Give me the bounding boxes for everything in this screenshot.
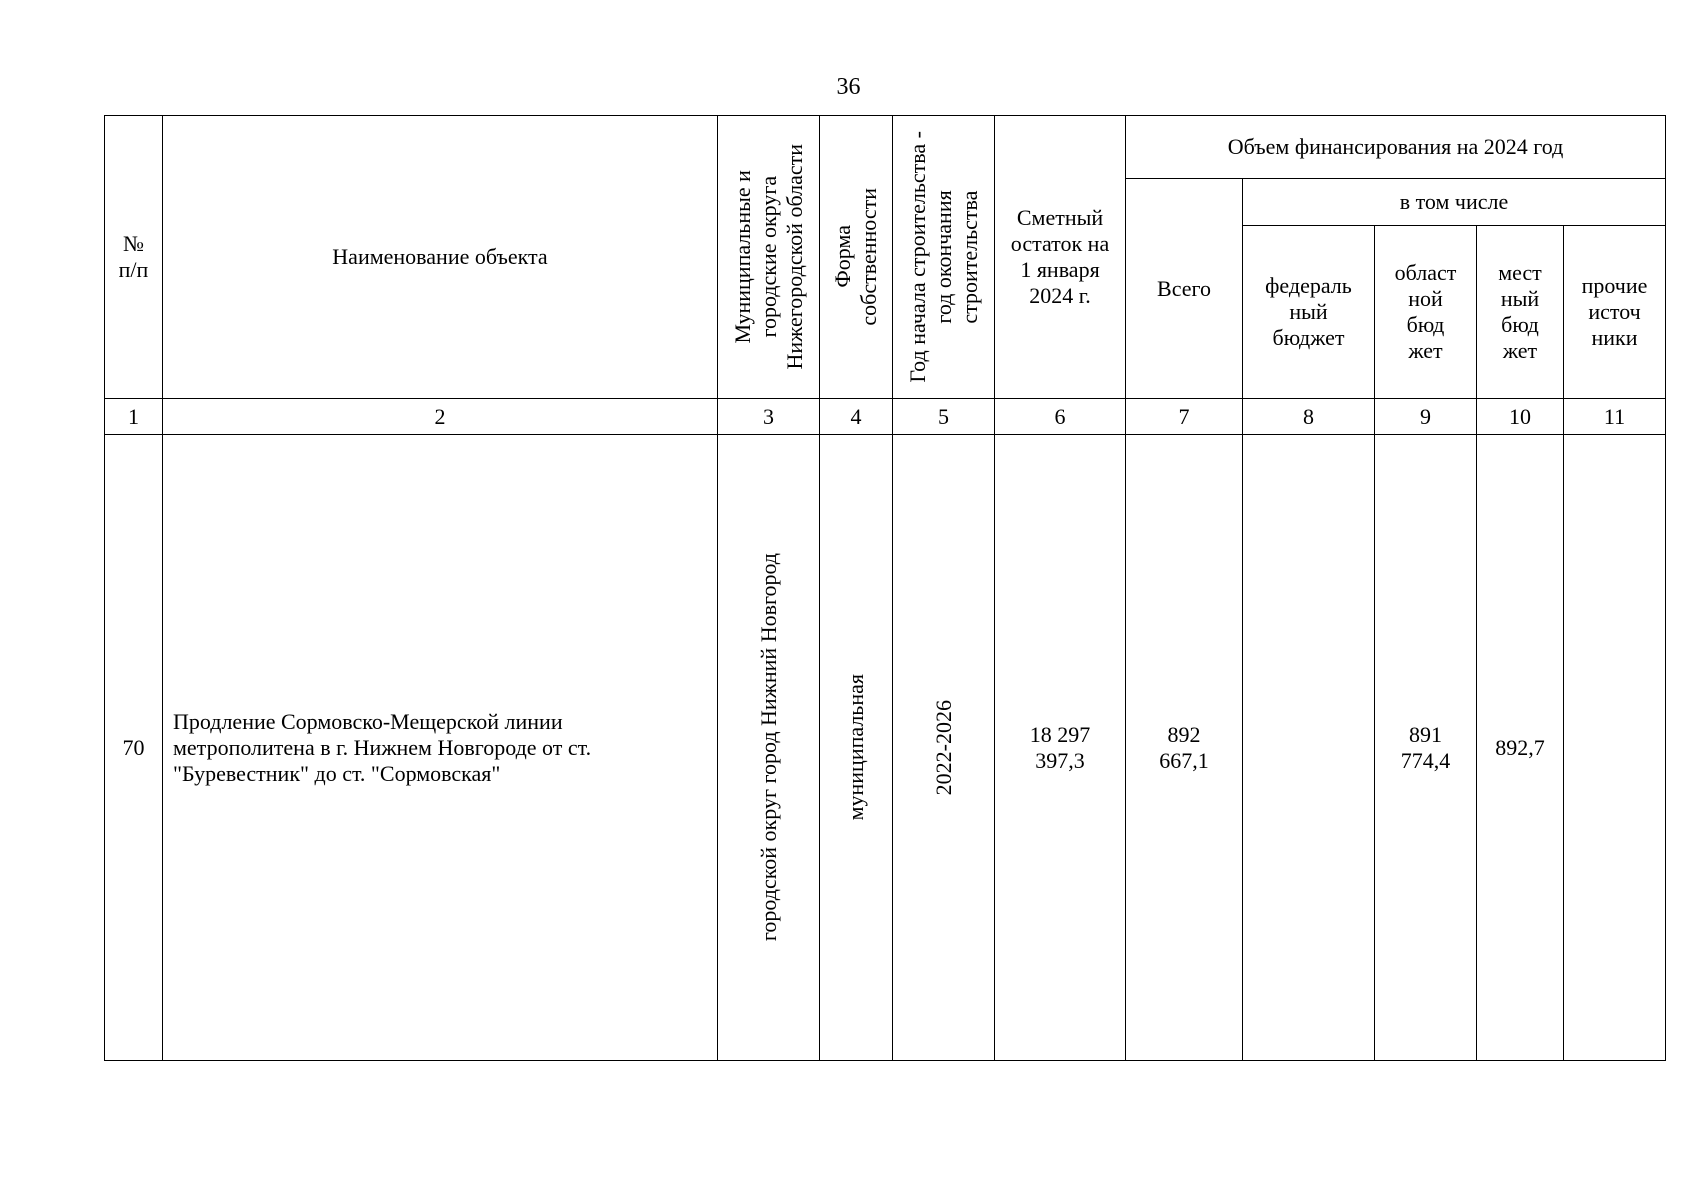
row-municipality-cell (718, 435, 820, 1061)
header-federal: федераль ный бюджет (1243, 226, 1375, 399)
header-num: № п/п (105, 116, 163, 399)
financing-table (104, 115, 1666, 1061)
header-municipality-cell (718, 116, 820, 399)
row-object-name: Продление Сормовско-Мещерской линии метрополитена в г. Нижнем Новгороде от ст. "Буревестник" до ст. "Сормовская" (163, 435, 718, 1061)
column-number: 4 (820, 399, 893, 435)
header-ownership-cell (820, 116, 893, 399)
row-ownership: муниципальная (843, 674, 868, 821)
header-including: в том числе (1243, 179, 1666, 226)
header-total: Всего (1126, 179, 1243, 399)
column-number-row (105, 399, 1666, 435)
header-name: Наименование объекта (163, 116, 718, 399)
row-ownership-cell (820, 435, 893, 1061)
column-number: 8 (1243, 399, 1375, 435)
header-local: мест ный бюд жет (1477, 226, 1564, 399)
column-number: 11 (1564, 399, 1666, 435)
row-other (1564, 435, 1666, 1061)
header-municipality: Муниципальные и городские округа Нижегородской области (729, 144, 807, 370)
row-municipality: городской округ город Нижний Новгород (755, 553, 781, 942)
column-number: 6 (995, 399, 1126, 435)
header-funding-group: Объем финансирования на 2024 год (1126, 116, 1666, 179)
header-estimate: Сметный остаток на 1 января 2024 г. (995, 116, 1126, 399)
column-number: 5 (893, 399, 995, 435)
row-total: 892 667,1 (1126, 435, 1243, 1061)
column-number: 10 (1477, 399, 1564, 435)
column-number: 9 (1375, 399, 1477, 435)
row-local: 892,7 (1477, 435, 1564, 1061)
header-row-1 (105, 116, 1666, 179)
header-years: Год начала строительства - год окончания строительства (904, 131, 982, 383)
header-ownership: Форма собственности (830, 188, 881, 326)
column-number: 1 (105, 399, 163, 435)
row-estimate: 18 297 397,3 (995, 435, 1126, 1061)
row-regional: 891 774,4 (1375, 435, 1477, 1061)
header-other: прочие источ ники (1564, 226, 1666, 399)
header-years-cell (893, 116, 995, 399)
row-federal (1243, 435, 1375, 1061)
column-number: 2 (163, 399, 718, 435)
row-years: 2022-2026 (930, 699, 956, 796)
column-number: 3 (718, 399, 820, 435)
table-row (105, 435, 1666, 1061)
page-number: 36 (836, 74, 861, 100)
header-regional: област ной бюд жет (1375, 226, 1477, 399)
row-years-cell (893, 435, 995, 1061)
row-num: 70 (105, 435, 163, 1061)
column-number: 7 (1126, 399, 1243, 435)
